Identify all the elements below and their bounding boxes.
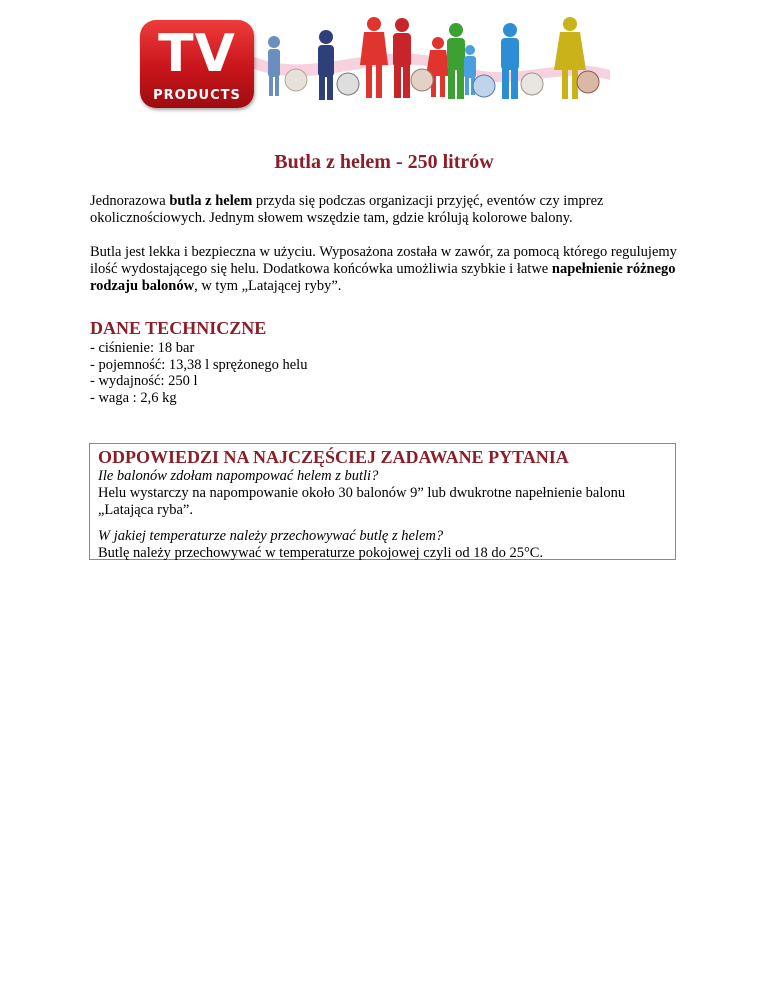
faq-box <box>89 443 676 560</box>
spec-item: - wydajność: 250 l <box>90 373 198 389</box>
intro-paragraph <box>90 193 690 227</box>
tech-specs-list <box>90 340 307 406</box>
faq-answer: Butlę należy przechowywać w temperaturze pokojowej czyli od 18 do 25°C. <box>98 545 544 561</box>
tv-products-logo <box>140 20 254 108</box>
logo-tv-text: TV <box>158 24 236 84</box>
faq-answer: Helu wystarczy na napompowanie około 30 balonów 9” lub dwukrotne napełnienie balonu „Latająca ryba”. <box>98 485 626 518</box>
spec-item: - waga : 2,6 kg <box>90 389 177 406</box>
tech-specs-heading: DANE TECHNICZNE <box>90 318 267 338</box>
details-text-1: Butla jest lekka i bezpieczna w użyciu. Wyposażona została w zawór, za pomocą którego regulujemy ilość wydostającego się helu. Dodatkowa końcówka umożliwia szybkie i łatwe <box>90 244 677 277</box>
product-thumb-4 <box>473 75 495 97</box>
faq-heading: ODPOWIEDZI NA NAJCZĘŚCIEJ ZADAWANE PYTANIA <box>98 447 569 467</box>
logo-products-text: PRODUCTS <box>153 88 241 103</box>
figure-2 <box>318 30 334 100</box>
product-thumb-3 <box>411 69 433 91</box>
faq-question: Ile balonów zdołam napompować helem z butli? <box>98 468 379 484</box>
product-thumb-5 <box>521 73 543 95</box>
details-bold-1: napełnienie różnego rodzaju balonów <box>90 261 676 294</box>
header-banner <box>140 10 610 110</box>
spec-item: - ciśnienie: 18 bar <box>90 340 195 356</box>
figure-8 <box>501 23 519 99</box>
intro-text-1: Jednorazowa <box>90 193 170 209</box>
product-thumb-2 <box>337 73 359 95</box>
figure-3 <box>360 17 388 98</box>
product-thumb-6 <box>577 71 599 93</box>
intro-bold-1: butla z helem <box>169 193 253 209</box>
faq-question: W jakiej temperaturze należy przechowywać butlę z helem? <box>98 528 444 544</box>
spec-item: - pojemność: 13,38 l sprężonego helu <box>90 356 308 373</box>
figure-6 <box>447 23 465 99</box>
details-text-2: , w tym „Latającej ryby”. <box>194 278 342 294</box>
figure-4 <box>393 18 411 98</box>
intro-text-2: przyda się podczas organizacji przyjęć, eventów czy imprez okolicznościowych. Jednym słowem wszędzie tam, gdzie królują kolorowe balony. <box>90 193 604 226</box>
product-thumb-1 <box>285 69 307 91</box>
details-paragraph <box>90 244 690 295</box>
figure-1 <box>268 36 280 96</box>
page-title: Butla z helem - 250 litrów <box>274 151 494 173</box>
